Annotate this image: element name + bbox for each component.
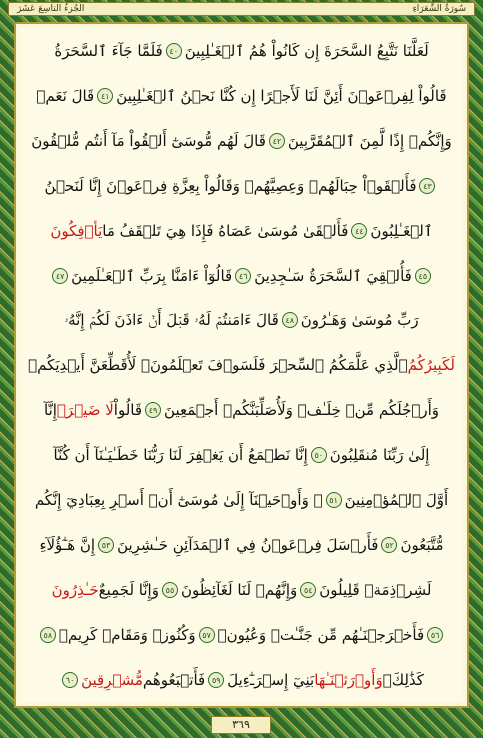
ayah-number-marker: ٥٢	[381, 537, 397, 553]
ayah-number-marker: ٤٥	[415, 268, 431, 284]
text-line	[20, 567, 463, 613]
verse-text: ٱلَّذِي عَلَّمَكُمُ ٱلسِّحۡرَ فَلَسَوۡفَ تَعۡلَمُونَۚ لَأُقَطِّعَنَّ أَيۡدِيَكُمۡ	[28, 356, 408, 375]
verse-text: قَالُواْ لِفِرۡعَوۡنَ أَئِنَّ لَنَا لَأَجۡرًا إِن كُنَّا نَحۡنُ ٱلۡغَـٰلِبِينَ	[116, 86, 447, 105]
verse-text: قَالَ نَعَمۡ	[36, 86, 95, 105]
text-line	[20, 253, 463, 299]
highlighted-word: مُّشۡرِقِينَ	[81, 670, 143, 689]
text-line	[20, 477, 463, 523]
text-line	[20, 342, 463, 388]
text-line	[20, 522, 463, 568]
text-line	[20, 657, 463, 703]
mushaf-page-text	[20, 28, 463, 702]
verse-text: فَأَرۡسَلَ فِرۡعَوۡنُ فِي ٱلۡمَدَآئِنِ حَـٰشِرِينَ	[117, 535, 379, 554]
ayah-number-marker: ٤٩	[145, 402, 161, 418]
ayah-number-marker: ٥٨	[40, 627, 56, 643]
ayah-number-marker: ٤٤	[351, 223, 367, 239]
verse-text: بَنِيٓ إِسۡرَـٰٓءِيلَ	[227, 670, 315, 689]
text-line	[20, 163, 463, 209]
page-number: ٣٦٩	[211, 716, 271, 734]
highlighted-word: وَأَوۡرَثۡنَـٰهَا	[314, 670, 383, 689]
ayah-number-marker: ٥٠	[311, 447, 327, 463]
juz-label: الجُزءُ التاسِعَ عَشَرَ	[17, 4, 85, 14]
verse-text: إِنَّ هَـٰٓؤُلَآءِ	[39, 535, 96, 554]
ayah-number-marker: ٦٠	[62, 672, 78, 688]
ayah-number-marker: ٤٠	[166, 43, 182, 59]
verse-text: قَالُواْ	[113, 401, 143, 420]
verse-text: وَإِنَّا لَجَمِيعٌ	[98, 580, 159, 599]
ayah-number-marker: ٥٤	[300, 582, 316, 598]
text-line	[20, 208, 463, 254]
verse-text: قَالُوٓاْ ءَامَنَّا بِرَبِّ ٱلۡعَـٰلَمِينَ	[71, 266, 233, 285]
text-line	[20, 73, 463, 119]
verse-text: إِنَّآ	[44, 401, 57, 420]
highlighted-word: حَـٰذِرُونَ	[51, 580, 99, 599]
verse-text: فَأَلۡقَىٰ مُوسَىٰ عَصَاهُ فَإِذَا هِيَ تَلۡقَفُ مَا	[102, 221, 349, 240]
ayah-number-marker: ٤٦	[235, 268, 251, 284]
verse-text: مُّتَّبَعُونَ	[400, 535, 444, 554]
verse-text: ۞ وَأَوۡحَيۡنَآ إِلَىٰ مُوسَىٰٓ أَنۡ أَسۡرِ بِعِبَادِيٓ إِنَّكُم	[34, 491, 323, 509]
verse-text: فَأَتۡبَعُوهُم	[142, 670, 206, 689]
verse-text: أَوَّلَ ٱلۡمُؤۡمِنِينَ	[344, 491, 449, 509]
ayah-number-marker: ٥٦	[427, 627, 443, 643]
verse-text: فَلَمَّا جَآءَ ٱلسَّحَرَةُ	[54, 42, 163, 60]
verse-text: قَالَ ءَامَنتُمۡ لَهُۥ قَبۡلَ أَنۡ ءَاذَنَ لَكُمۡ إِنَّهُۥ	[64, 311, 279, 330]
text-line	[20, 118, 463, 164]
verse-text: رَبِّ مُوسَىٰ وَهَـٰرُونَ	[300, 311, 419, 330]
ayah-number-marker: ٤٧	[52, 268, 68, 284]
highlighted-word: لَا ضَيۡرَۖ	[56, 401, 114, 420]
ayah-number-marker: ٥٩	[208, 672, 224, 688]
page-header	[8, 2, 475, 16]
verse-text: ٱلۡغَـٰلِبُونَ	[370, 221, 433, 240]
verse-text: وَأَرۡجُلَكُم مِّنۡ خِلَـٰفٖ وَلَأُصَلِّبَنَّكُمۡ أَجۡمَعِينَ	[164, 401, 439, 420]
verse-text: لَعَلَّنَا نَتَّبِعُ السَّحَرَةَ إِن كَانُواْ هُمُ ٱلۡغَـٰلِبِينَ	[184, 42, 429, 60]
ayah-number-marker: ٥١	[326, 492, 342, 508]
ayah-number-marker: ٤٣	[419, 178, 435, 194]
verse-text: إِلَىٰ رَبِّنَا مُنقَلِبُونَ	[329, 446, 430, 465]
verse-text: فَأُلۡقِيَ ٱلسَّحَرَةُ سَـٰجِدِينَ	[254, 266, 412, 285]
ayah-number-marker: ٤٢	[269, 133, 285, 149]
verse-text: فَأَخۡرَجۡنَـٰهُم مِّن جَنَّـٰتٖ وَعُيُونٖ	[217, 625, 425, 644]
ayah-number-marker: ٥٣	[98, 537, 114, 553]
text-line	[20, 432, 463, 478]
verse-text: وَإِنَّهُمۡ لَنَا لَغَآئِظُونَ	[180, 580, 298, 599]
text-line	[20, 28, 463, 74]
ayah-number-marker: ٥٥	[162, 582, 178, 598]
text-line	[20, 387, 463, 433]
verse-text: وَإِنَّكُمۡ إِذًا لَّمِنَ ٱلۡمُقَرَّبِينَ	[287, 131, 452, 150]
verse-text: قَالَ لَهُم مُّوسَىٰٓ أَلۡقُواْ مَآ أَنتُم مُّلۡقُونَ	[31, 131, 266, 150]
text-line	[20, 297, 463, 343]
ayah-number-marker: ٤١	[97, 88, 113, 104]
verse-text: وَكُنُوزٖ وَمَقَامٖ كَرِيمٖ	[58, 625, 196, 644]
verse-text: لَشِرۡذِمَةٞ قَلِيلُونَ	[319, 580, 432, 599]
ayah-number-marker: ٥٧	[199, 627, 215, 643]
highlighted-word: يَأۡفِكُونَ	[50, 221, 103, 240]
ayah-number-marker: ٤٨	[282, 312, 298, 328]
text-line	[20, 612, 463, 658]
highlighted-word: لَكَبِيرُكُمُ	[407, 356, 455, 375]
verse-text: إِنَّا نَطۡمَعُ أَن يَغۡفِرَ لَنَا رَبُّنَا خَطَـٰيَـٰنَآ أَن كُنَّآ	[53, 446, 308, 465]
surah-label: سُورَةُ الشُّعَرَاءِ	[412, 4, 466, 14]
verse-text: فَأَلۡقَوۡاْ حِبَالَهُمۡ وَعِصِيَّهُمۡ وَقَالُواْ بِعِزَّةِ فِرۡعَوۡنَ إِنَّا لَنَحۡنُ	[44, 176, 417, 195]
verse-text: كَذَٰلِكَۖ	[382, 670, 424, 689]
